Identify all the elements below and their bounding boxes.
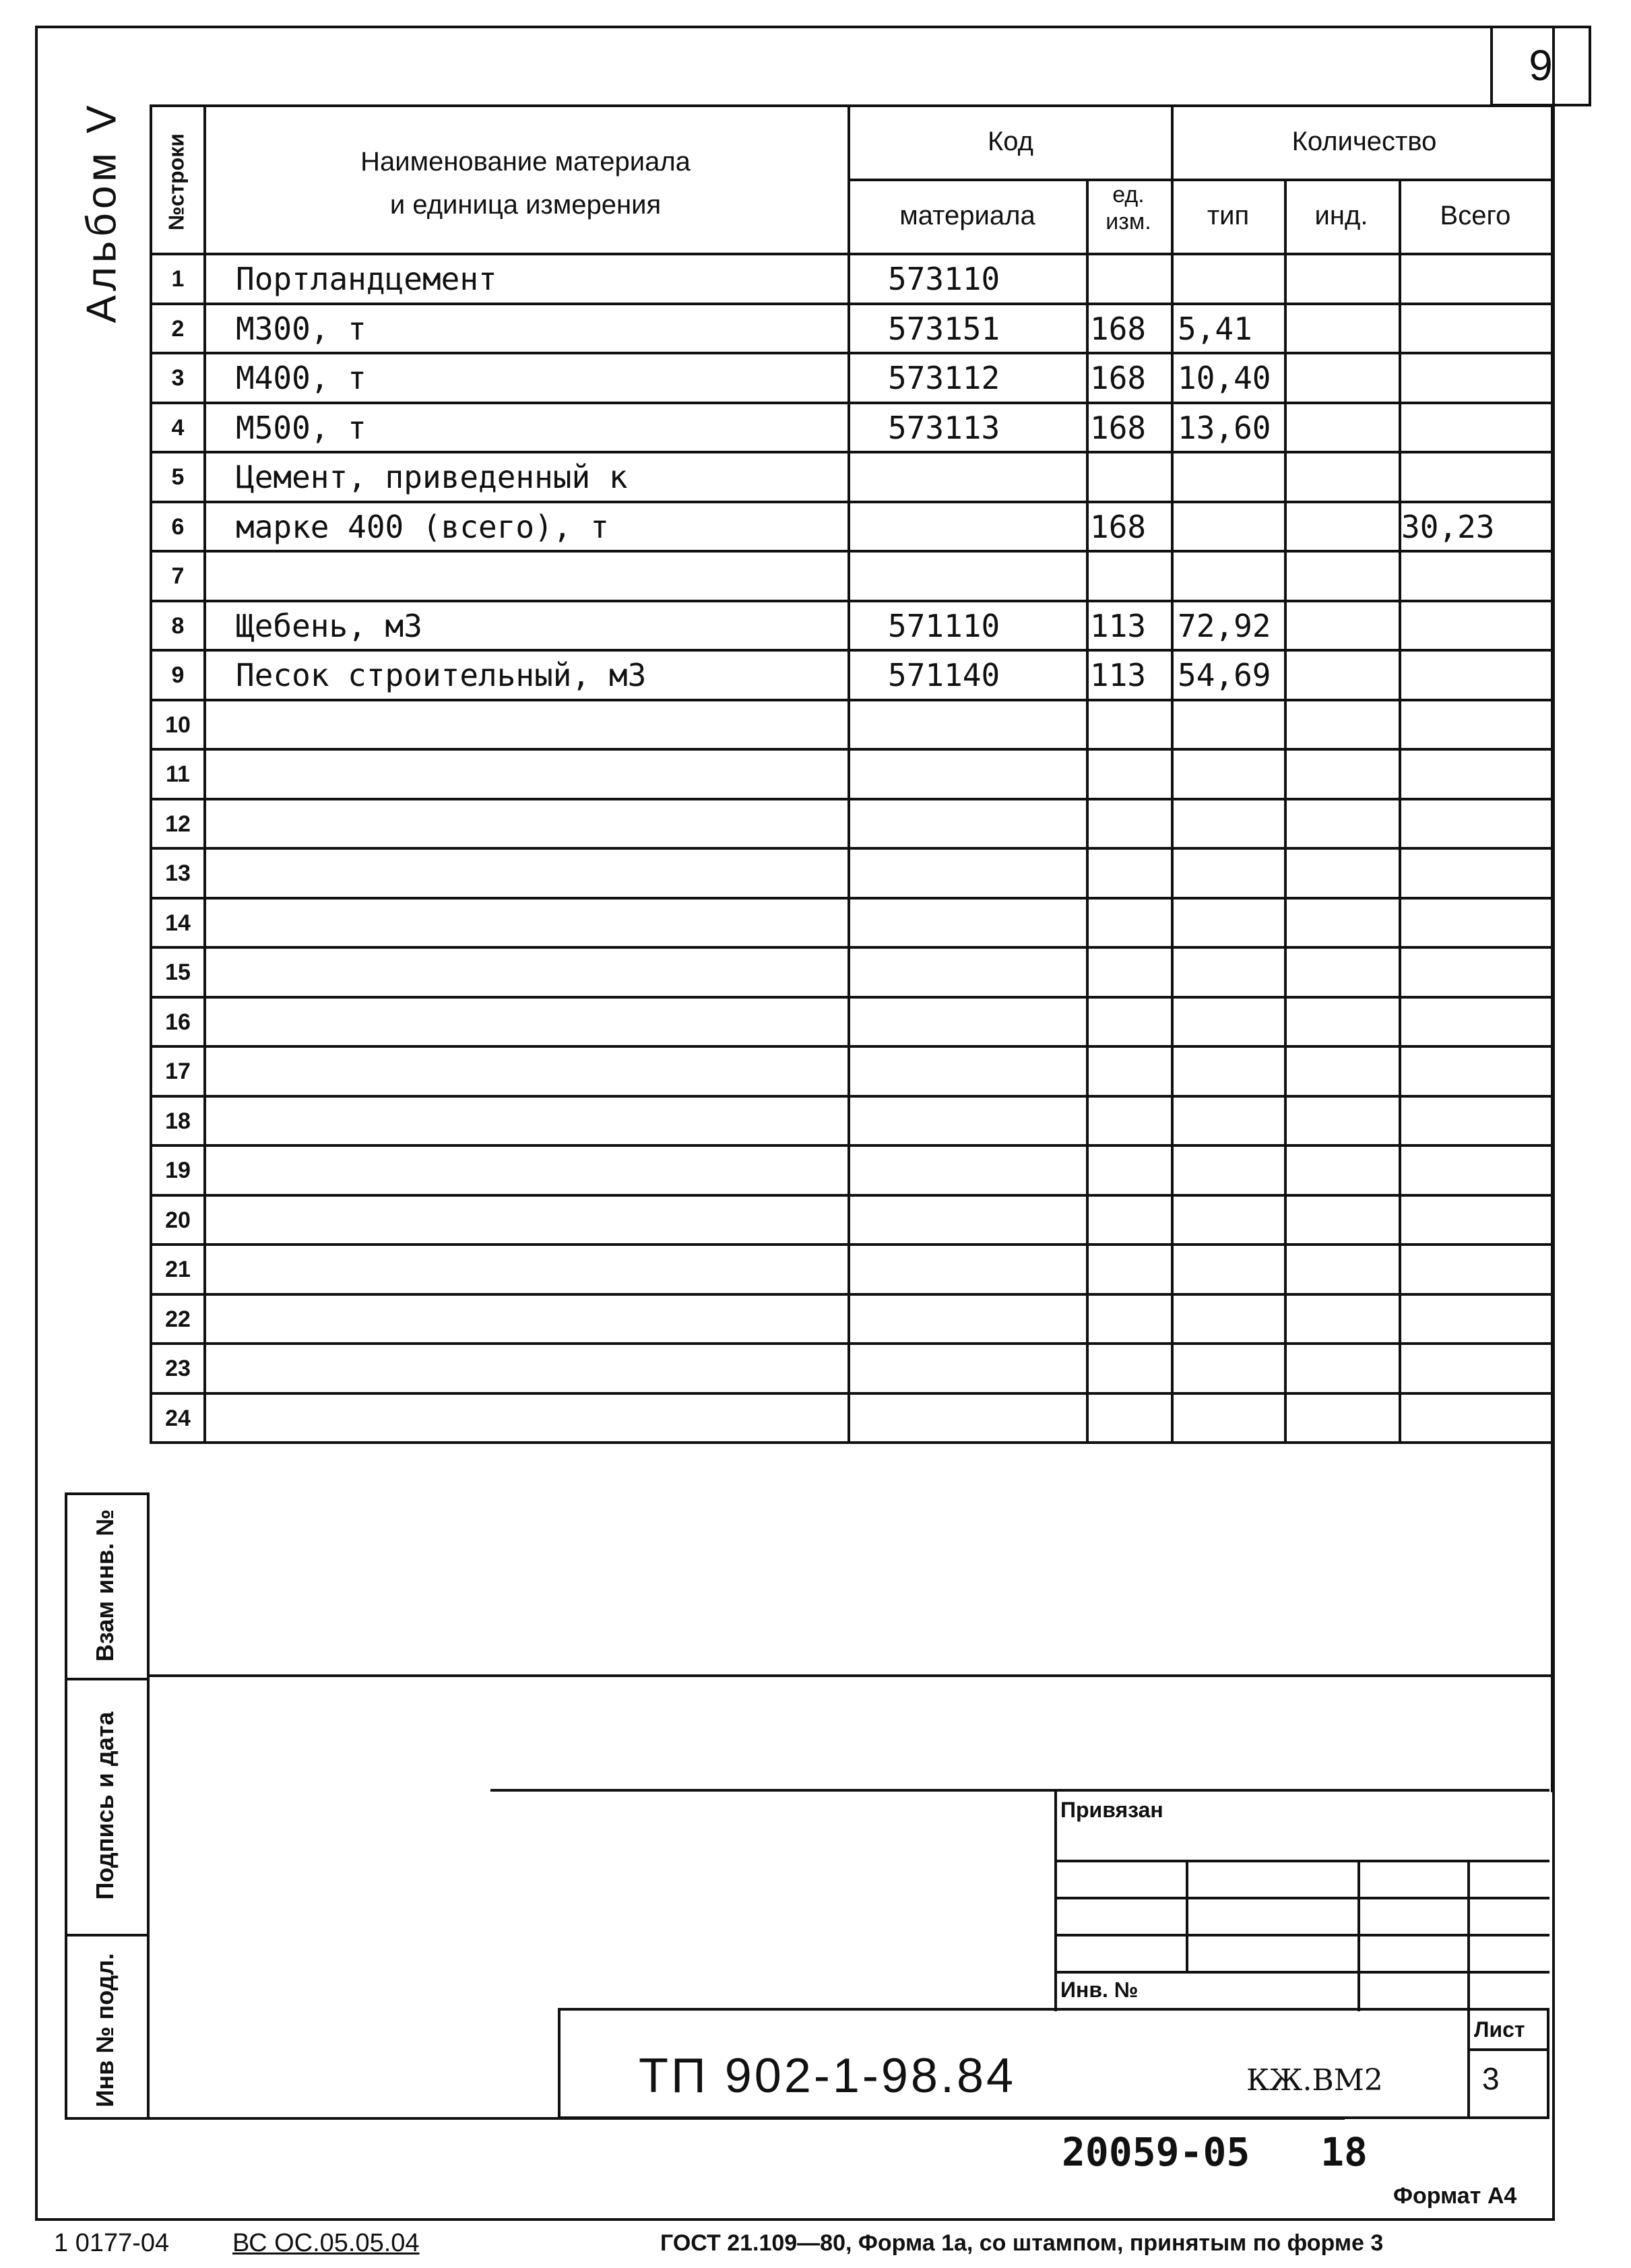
grid-line bbox=[150, 699, 1551, 701]
doc-code: ТП 902-1-98.84 bbox=[639, 2049, 1017, 2103]
grid-line bbox=[1284, 179, 1287, 1441]
material-name: марке 400 (всего), т bbox=[236, 508, 609, 545]
row-number: 15 bbox=[165, 959, 191, 985]
quantity-type: 5,41 bbox=[1178, 310, 1252, 347]
row-number: 23 bbox=[165, 1356, 191, 1381]
stamp-line bbox=[1467, 2048, 1549, 2051]
unit-code: 168 bbox=[1090, 360, 1147, 396]
header-material: материала bbox=[899, 201, 1035, 230]
grid-line bbox=[65, 1492, 150, 1495]
quantity-type: 10,40 bbox=[1178, 360, 1271, 396]
grid-line bbox=[150, 1144, 1551, 1147]
unit-code: 113 bbox=[1090, 657, 1147, 693]
footer-gost: ГОСТ 21.109—80, Форма 1а, со штампом, принятым по форме 3 bbox=[660, 2230, 1384, 2256]
header-name: Наименование материала bbox=[360, 147, 691, 177]
stamp-line bbox=[1467, 1860, 1470, 2011]
quantity-type: 72,92 bbox=[1178, 607, 1271, 644]
grid-line bbox=[848, 104, 850, 1441]
row-number: 18 bbox=[165, 1108, 191, 1134]
header-unit: ед. bbox=[1112, 182, 1145, 208]
row-number: 24 bbox=[165, 1405, 191, 1431]
row-number: 2 bbox=[171, 315, 185, 342]
material-name: М300, т bbox=[236, 310, 366, 347]
row-number: 16 bbox=[165, 1009, 191, 1035]
row-number: 17 bbox=[165, 1059, 191, 1084]
row-number: 11 bbox=[166, 761, 190, 787]
grid-line bbox=[150, 1392, 1551, 1395]
format-label: Формат А4 bbox=[1393, 2183, 1517, 2209]
row-number: 3 bbox=[171, 365, 185, 391]
quantity-type: 54,69 bbox=[1178, 657, 1271, 693]
unit-code: 113 bbox=[1090, 607, 1147, 644]
header-type: тип bbox=[1207, 201, 1250, 230]
material-code: 571110 bbox=[888, 607, 1000, 644]
grid-line bbox=[150, 104, 1551, 107]
stamp-line bbox=[490, 1789, 1549, 1792]
material-code: 573110 bbox=[888, 261, 1000, 297]
grid-line bbox=[150, 748, 1551, 751]
stamp-line bbox=[1186, 1860, 1188, 1971]
stamp-line bbox=[1357, 1860, 1360, 2011]
grid-line bbox=[1551, 1441, 1554, 1792]
grid-line bbox=[150, 1095, 1551, 1098]
material-name: Портландцемент bbox=[236, 261, 497, 297]
grid-line bbox=[150, 1194, 1551, 1197]
row-number: 7 bbox=[171, 563, 185, 589]
album-label: Альбом V bbox=[78, 101, 125, 323]
stamp-line bbox=[1054, 1860, 1549, 1862]
grid-line bbox=[150, 501, 1551, 503]
grid-line bbox=[150, 1342, 1551, 1345]
grid-line bbox=[1171, 104, 1174, 1441]
grid-line bbox=[65, 1934, 150, 1936]
row-number: 20 bbox=[165, 1207, 191, 1233]
sheet-value: 3 bbox=[1482, 2061, 1500, 2096]
grid-line bbox=[65, 1678, 150, 1680]
unit-code: 168 bbox=[1090, 409, 1147, 446]
row-number: 6 bbox=[171, 513, 185, 540]
header-code: Код bbox=[987, 127, 1033, 156]
unit-code: 168 bbox=[1090, 310, 1147, 347]
stamp-line bbox=[1054, 1789, 1057, 2011]
footer-left: 1 0177-04 bbox=[54, 2229, 170, 2257]
material-name: Цемент, приведенный к bbox=[236, 459, 628, 495]
row-number: 5 bbox=[171, 464, 185, 490]
stamp-line bbox=[1054, 1971, 1549, 1974]
header-total: Всего bbox=[1440, 201, 1511, 230]
sheet-label: Лист bbox=[1474, 2017, 1525, 2042]
grid-line bbox=[150, 1045, 1551, 1048]
grid-line bbox=[65, 1492, 67, 2119]
grid-line bbox=[848, 179, 1551, 181]
row-number: 4 bbox=[171, 414, 185, 441]
row-number: 21 bbox=[165, 1257, 191, 1282]
material-name: М500, т bbox=[236, 409, 366, 446]
inventory-number: 20059-05 18 bbox=[1062, 2129, 1368, 2175]
material-code: 573112 bbox=[888, 360, 1000, 396]
material-code: 573113 bbox=[888, 409, 1000, 446]
header-name-2: и единица измерения bbox=[389, 190, 662, 220]
side-label-vzam-inv: Взам инв. № bbox=[91, 1509, 119, 1662]
header-unit-2: изм. bbox=[1106, 209, 1151, 234]
header-quantity: Количество bbox=[1291, 127, 1437, 156]
grid-line bbox=[150, 253, 1551, 255]
stamp-line bbox=[1054, 1934, 1549, 1936]
stamp-line bbox=[1467, 2008, 1470, 2119]
material-code: 573151 bbox=[888, 310, 1000, 347]
grid-line bbox=[150, 946, 1551, 949]
grid-line bbox=[150, 847, 1551, 850]
side-label-podpis-data: Подпись и дата bbox=[91, 1711, 119, 1900]
grid-line bbox=[150, 1293, 1551, 1296]
side-label-inv-podl: Инв № подл. bbox=[91, 1953, 119, 2107]
row-number: 12 bbox=[165, 811, 191, 837]
row-number: 1 bbox=[171, 266, 185, 292]
grid-line bbox=[150, 451, 1551, 453]
grid-line bbox=[150, 352, 1551, 354]
header-ind: инд. bbox=[1314, 201, 1368, 230]
quantity-total: 30,23 bbox=[1401, 508, 1495, 545]
grid-line bbox=[150, 600, 1551, 602]
material-name: М400, т bbox=[236, 360, 366, 396]
quantity-type: 13,60 bbox=[1178, 409, 1271, 446]
header-row-no: №строки bbox=[164, 133, 189, 230]
unit-code: 168 bbox=[1090, 508, 1147, 545]
grid-line bbox=[150, 798, 1551, 800]
sheet-frame bbox=[35, 26, 1555, 2221]
grid-line bbox=[150, 897, 1551, 900]
stamp-line bbox=[1054, 1897, 1549, 1899]
row-number: 10 bbox=[165, 712, 191, 738]
row-number: 14 bbox=[165, 910, 191, 936]
material-code: 571140 bbox=[888, 657, 1000, 693]
material-name: Щебень, м3 bbox=[236, 607, 422, 644]
row-number: 22 bbox=[165, 1306, 191, 1332]
grid-line bbox=[203, 104, 206, 1441]
row-number: 19 bbox=[165, 1158, 191, 1183]
doc-mark: КЖ.ВМ2 bbox=[1246, 2063, 1383, 2098]
row-number: 13 bbox=[165, 860, 191, 886]
grid-line bbox=[1399, 179, 1401, 1441]
material-name: Песок строительный, м3 bbox=[236, 657, 647, 693]
row-number: 8 bbox=[171, 612, 185, 639]
grid-line bbox=[150, 550, 1551, 553]
grid-line bbox=[150, 303, 1551, 305]
grid-line bbox=[147, 1492, 150, 2119]
stamp-privyazan: Привязан bbox=[1060, 1798, 1163, 1822]
grid-line bbox=[150, 1441, 1551, 1444]
grid-line bbox=[1551, 104, 1554, 1441]
row-number: 9 bbox=[171, 662, 185, 688]
grid-line bbox=[150, 1243, 1551, 1246]
grid-line bbox=[148, 1674, 1551, 1677]
grid-line bbox=[150, 649, 1551, 652]
grid-line bbox=[1086, 179, 1089, 1441]
grid-line bbox=[150, 402, 1551, 404]
sheet-number: 9 bbox=[1490, 26, 1591, 106]
grid-line bbox=[150, 996, 1551, 999]
footer-center-left: ВС ОС.05.05.04 bbox=[232, 2229, 420, 2257]
stamp-inv-no: Инв. № bbox=[1060, 1978, 1139, 2002]
